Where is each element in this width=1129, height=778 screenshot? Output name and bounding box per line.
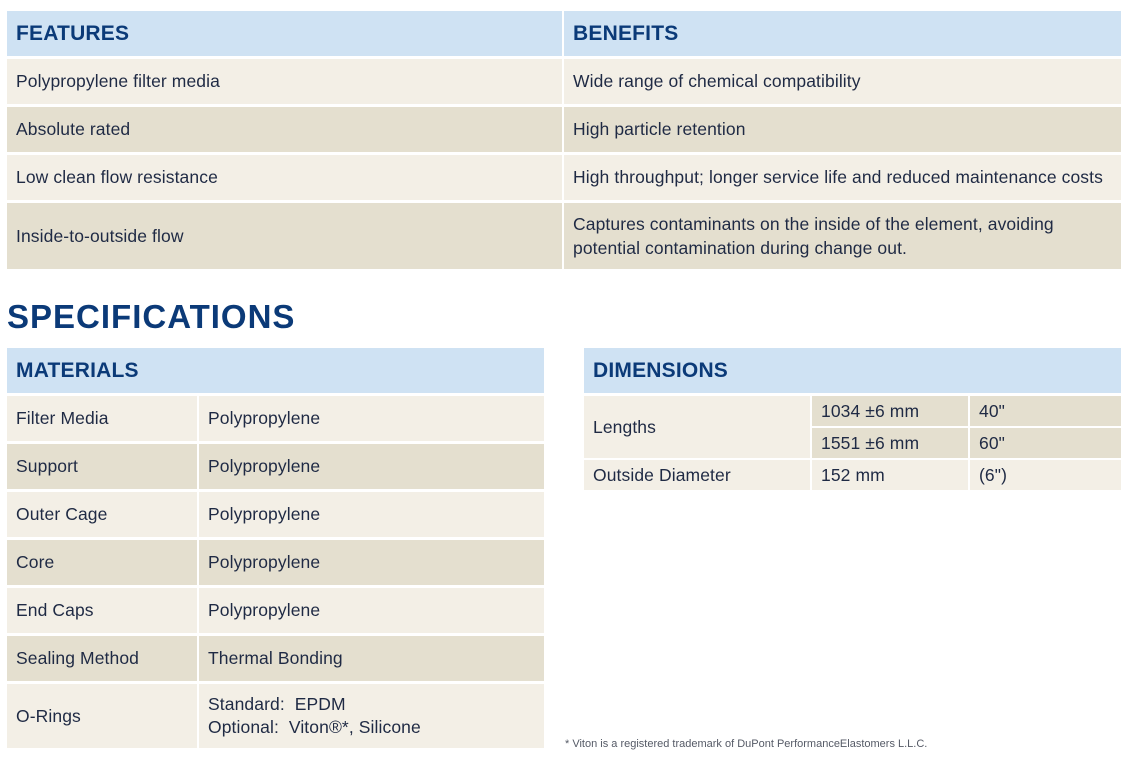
length-imperial: 60" xyxy=(970,428,1121,460)
length-imperial: 40" xyxy=(970,396,1121,428)
material-value: Thermal Bonding xyxy=(199,636,544,681)
dimensions-table xyxy=(584,348,1121,492)
material-value: Polypropylene xyxy=(199,540,544,585)
table-row xyxy=(7,59,1121,104)
materials-header-row xyxy=(7,348,544,393)
diameter-imperial: (6") xyxy=(970,460,1121,492)
material-label: Sealing Method xyxy=(7,636,199,681)
footnote: * Viton is a registered trademark of DuPont PerformanceElastomers L.L.C. xyxy=(565,738,928,750)
specifications-title: SPECIFICATIONS xyxy=(7,298,296,335)
features-benefits-table xyxy=(7,11,1121,269)
material-value: Polypropylene xyxy=(199,444,544,489)
material-label: End Caps xyxy=(7,588,199,633)
table-row xyxy=(7,203,1121,269)
length-metric: 1551 ±6 mm xyxy=(812,428,970,460)
dimensions-header: DIMENSIONS xyxy=(584,348,1121,393)
o-ring-optional: Optional: Viton®*, Silicone xyxy=(208,717,421,737)
material-value: Polypropylene xyxy=(199,588,544,633)
table-row xyxy=(7,540,544,585)
benefit-cell: High throughput; longer service life and reduced maintenance costs xyxy=(564,155,1121,200)
table-row xyxy=(7,107,1121,152)
material-label: Outer Cage xyxy=(7,492,199,537)
table-row xyxy=(7,396,544,441)
diameter-label: Outside Diameter xyxy=(584,460,812,492)
dimensions-grid xyxy=(584,396,1121,492)
o-ring-standard: Standard: EPDM xyxy=(208,694,346,714)
length-metric: 1034 ±6 mm xyxy=(812,396,970,428)
lengths-label: Lengths xyxy=(584,396,812,460)
benefits-header: BENEFITS xyxy=(564,11,1121,56)
diameter-metric: 152 mm xyxy=(812,460,970,492)
feature-cell: Inside-to-outside flow xyxy=(7,203,564,269)
dimensions-header-row xyxy=(584,348,1121,393)
benefit-cell: Wide range of chemical compatibility xyxy=(564,59,1121,104)
table-row xyxy=(7,492,544,537)
material-label: Core xyxy=(7,540,199,585)
table-row xyxy=(7,444,544,489)
feature-cell: Absolute rated xyxy=(7,107,564,152)
table-row xyxy=(7,155,1121,200)
features-header: FEATURES xyxy=(7,11,564,56)
material-value: Polypropylene xyxy=(199,492,544,537)
feature-cell: Low clean flow resistance xyxy=(7,155,564,200)
materials-header: MATERIALS xyxy=(7,348,544,393)
material-value: Polypropylene xyxy=(199,396,544,441)
table-row xyxy=(7,588,544,633)
material-label: Filter Media xyxy=(7,396,199,441)
table-row xyxy=(7,684,544,748)
material-label: O-Rings xyxy=(7,684,199,748)
feature-cell: Polypropylene filter media xyxy=(7,59,564,104)
materials-table xyxy=(7,348,544,748)
material-label: Support xyxy=(7,444,199,489)
benefit-cell: Captures contaminants on the inside of the element, avoiding potential contamination during change out. xyxy=(564,203,1121,269)
benefit-cell: High particle retention xyxy=(564,107,1121,152)
table-row xyxy=(7,636,544,681)
features-header-row xyxy=(7,11,1121,56)
material-value xyxy=(199,684,544,748)
